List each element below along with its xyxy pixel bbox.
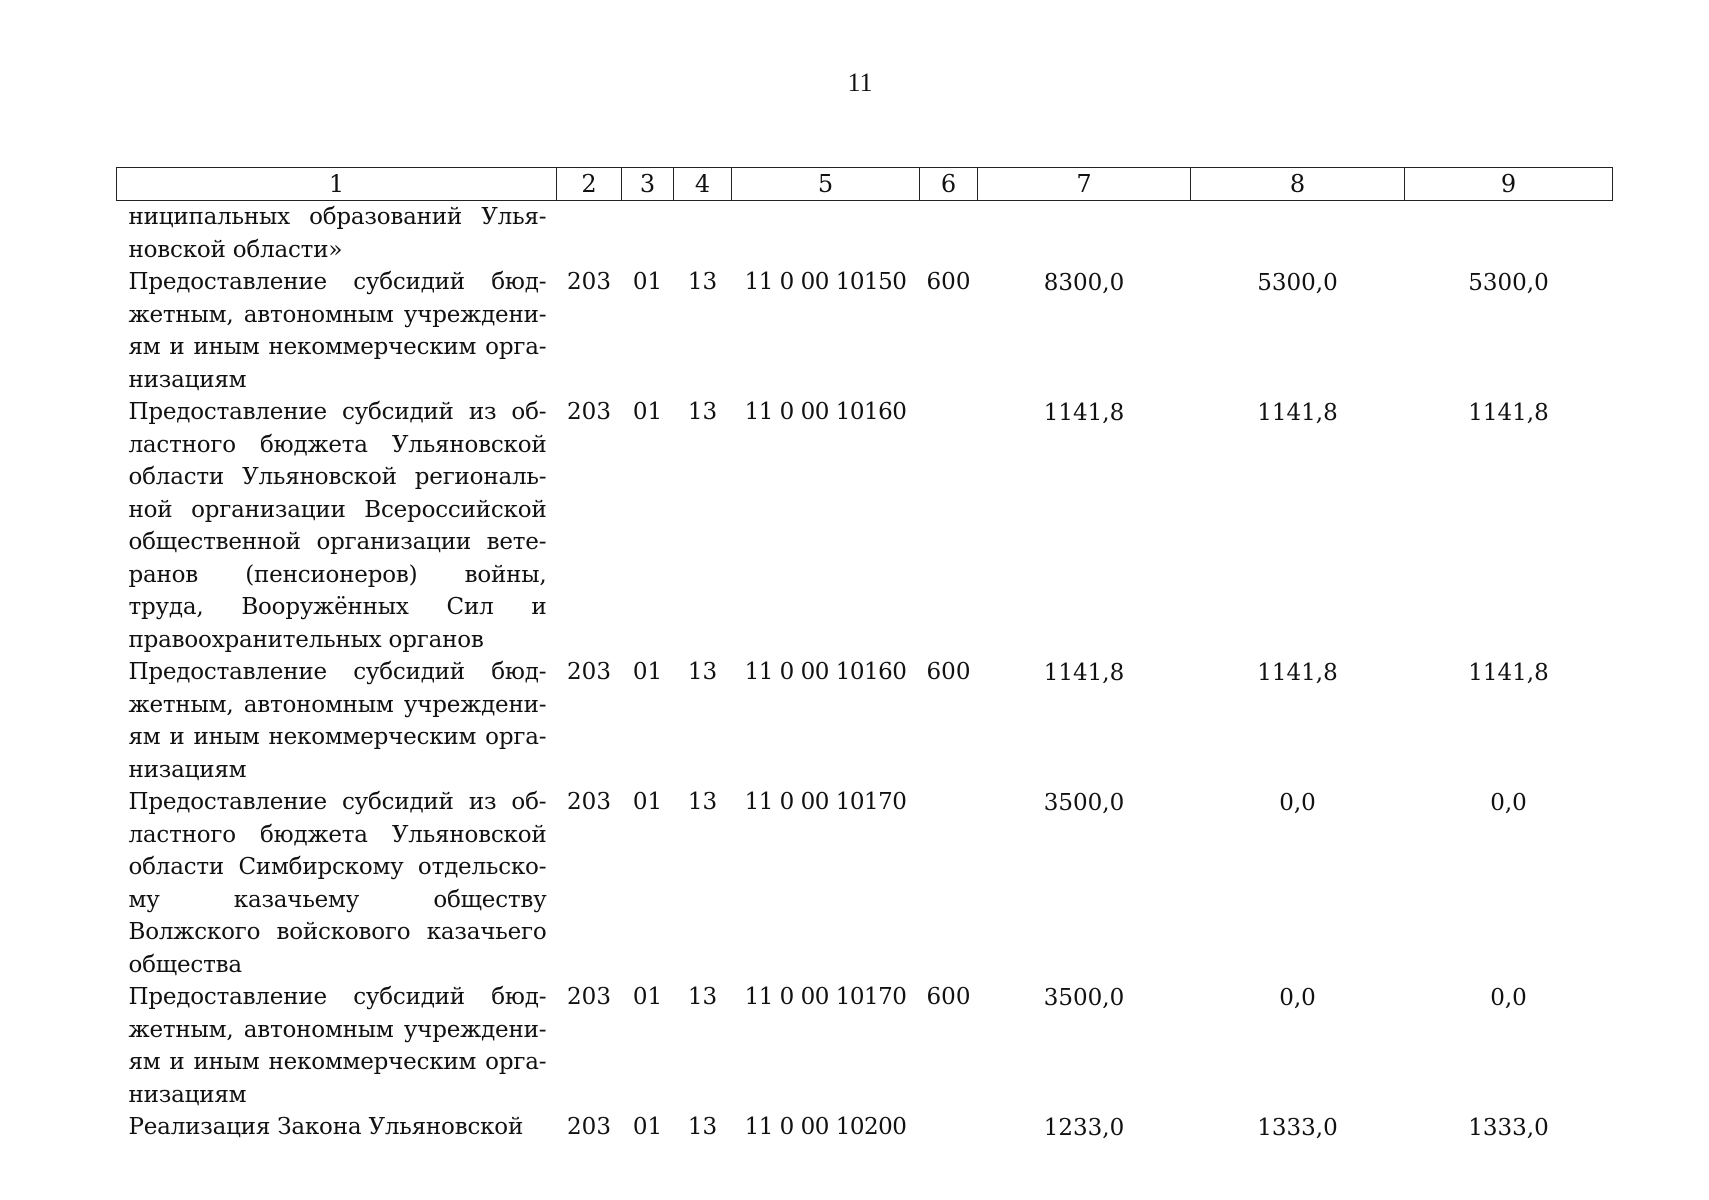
table-row [117, 1111, 1613, 1145]
row-amount-col-9: 1141,8 [1468, 660, 1549, 686]
row-description: Предоставление субсидий бюджетным, автономным учреждениям и иным некоммерческим организациям [128, 659, 547, 783]
header-col-4: 4 [674, 168, 732, 201]
header-col-8: 8 [1191, 168, 1405, 201]
row-subsection-code: 13 [687, 399, 718, 425]
row-expense-type-code [920, 1111, 978, 1145]
row-amount-col-9: 0,0 [1490, 790, 1527, 816]
row-amount-col-7: 1141,8 [1043, 660, 1125, 686]
row-description: Предоставление субсидий бюджетным, автономным учреждениям и иным некоммерческим организациям [128, 984, 547, 1108]
table-row [117, 266, 1613, 396]
row-expense-type-code: 600 [926, 659, 971, 685]
row-amount-col-7: 3500,0 [1043, 985, 1125, 1011]
row-amount-col-7: 1233,0 [1043, 1115, 1125, 1141]
row-amount-col-8: 1333,0 [1257, 1115, 1338, 1141]
row-subsection-code: 13 [687, 789, 718, 815]
row-amount-col-8 [1191, 201, 1405, 267]
row-description: Предоставление субсидий из областного бюджета Ульяновской области Симбирскому отдельскому казачьему обществу Волжского войскового казачьего общества [128, 789, 547, 978]
row-section-code: 01 [632, 984, 663, 1010]
header-col-3: 3 [622, 168, 674, 201]
row-target-article-code: 11 0 00 10200 [744, 1114, 907, 1140]
row-amount-col-8: 1141,8 [1257, 660, 1338, 686]
table-row [117, 396, 1613, 656]
row-amount-col-9: 1333,0 [1468, 1115, 1549, 1141]
row-amount-col-8: 5300,0 [1257, 270, 1338, 296]
row-amount-col-8: 1141,8 [1257, 400, 1338, 426]
row-expense-type-code [920, 396, 978, 656]
row-amount-col-7: 1141,8 [1043, 400, 1125, 426]
row-ministry-code: 203 [567, 789, 611, 815]
row-amount-col-9: 1141,8 [1468, 400, 1549, 426]
header-row [117, 168, 1613, 201]
row-ministry-code: 203 [567, 984, 611, 1010]
row-target-article-code: 11 0 00 10150 [744, 269, 907, 295]
row-amount-col-9: 5300,0 [1468, 270, 1549, 296]
row-subsection-code: 13 [687, 269, 718, 295]
row-ministry-code [557, 201, 622, 267]
row-expense-type-code: 600 [926, 984, 971, 1010]
row-section-code [622, 201, 674, 267]
header-col-5: 5 [732, 168, 920, 201]
row-expense-type-code [920, 786, 978, 981]
row-amount-col-7 [978, 201, 1191, 267]
row-amount-col-8: 0,0 [1279, 790, 1316, 816]
row-subsection-code: 13 [687, 984, 718, 1010]
row-ministry-code: 203 [567, 1114, 611, 1140]
table-row [117, 201, 1613, 267]
page-number: 11 [847, 68, 873, 97]
row-subsection-code: 13 [687, 659, 718, 685]
row-description: ниципальных образований Ульяновской области» [128, 204, 547, 263]
row-ministry-code: 203 [567, 399, 611, 425]
header-col-1: 1 [117, 168, 557, 201]
row-target-article-code: 11 0 00 10170 [744, 984, 907, 1010]
row-target-article-code: 11 0 00 10160 [744, 399, 907, 425]
row-amount-col-9 [1405, 201, 1613, 267]
header-col-6: 6 [920, 168, 978, 201]
row-target-article-code: 11 0 00 10160 [744, 659, 907, 685]
table-row [117, 981, 1613, 1111]
row-amount-col-7: 8300,0 [1043, 270, 1125, 296]
header-col-2: 2 [557, 168, 622, 201]
row-expense-type-code: 600 [926, 269, 971, 295]
row-description: Реализация Закона Ульяновской [128, 1114, 524, 1140]
row-target-article-code: 11 0 00 10170 [744, 789, 907, 815]
table-row [117, 786, 1613, 981]
row-ministry-code: 203 [567, 659, 611, 685]
row-amount-col-8: 0,0 [1279, 985, 1316, 1011]
row-subsection-code: 13 [687, 1114, 718, 1140]
header-col-9: 9 [1405, 168, 1613, 201]
row-target-article-code [732, 201, 920, 267]
budget-table [116, 167, 1613, 1145]
table-header [117, 168, 1613, 201]
row-section-code: 01 [632, 789, 663, 815]
row-section-code: 01 [632, 399, 663, 425]
row-description: Предоставление субсидий бюджетным, автономным учреждениям и иным некоммерческим организациям [128, 269, 547, 393]
header-col-7: 7 [978, 168, 1191, 201]
row-expense-type-code [920, 201, 978, 267]
row-section-code: 01 [632, 269, 663, 295]
row-amount-col-9: 0,0 [1490, 985, 1527, 1011]
row-description: Предоставление субсидий из областного бюджета Ульяновской области Ульяновской региональной организации Всероссийской общественной организации ветеранов (пенсионеров) войны, труда, Вооружённых Сил и правоохранительных органов [128, 399, 547, 653]
row-section-code: 01 [632, 659, 663, 685]
table-row [117, 656, 1613, 786]
row-subsection-code [674, 201, 732, 267]
row-amount-col-7: 3500,0 [1043, 790, 1125, 816]
table-body [117, 201, 1613, 1145]
row-ministry-code: 203 [567, 269, 611, 295]
row-section-code: 01 [632, 1114, 663, 1140]
